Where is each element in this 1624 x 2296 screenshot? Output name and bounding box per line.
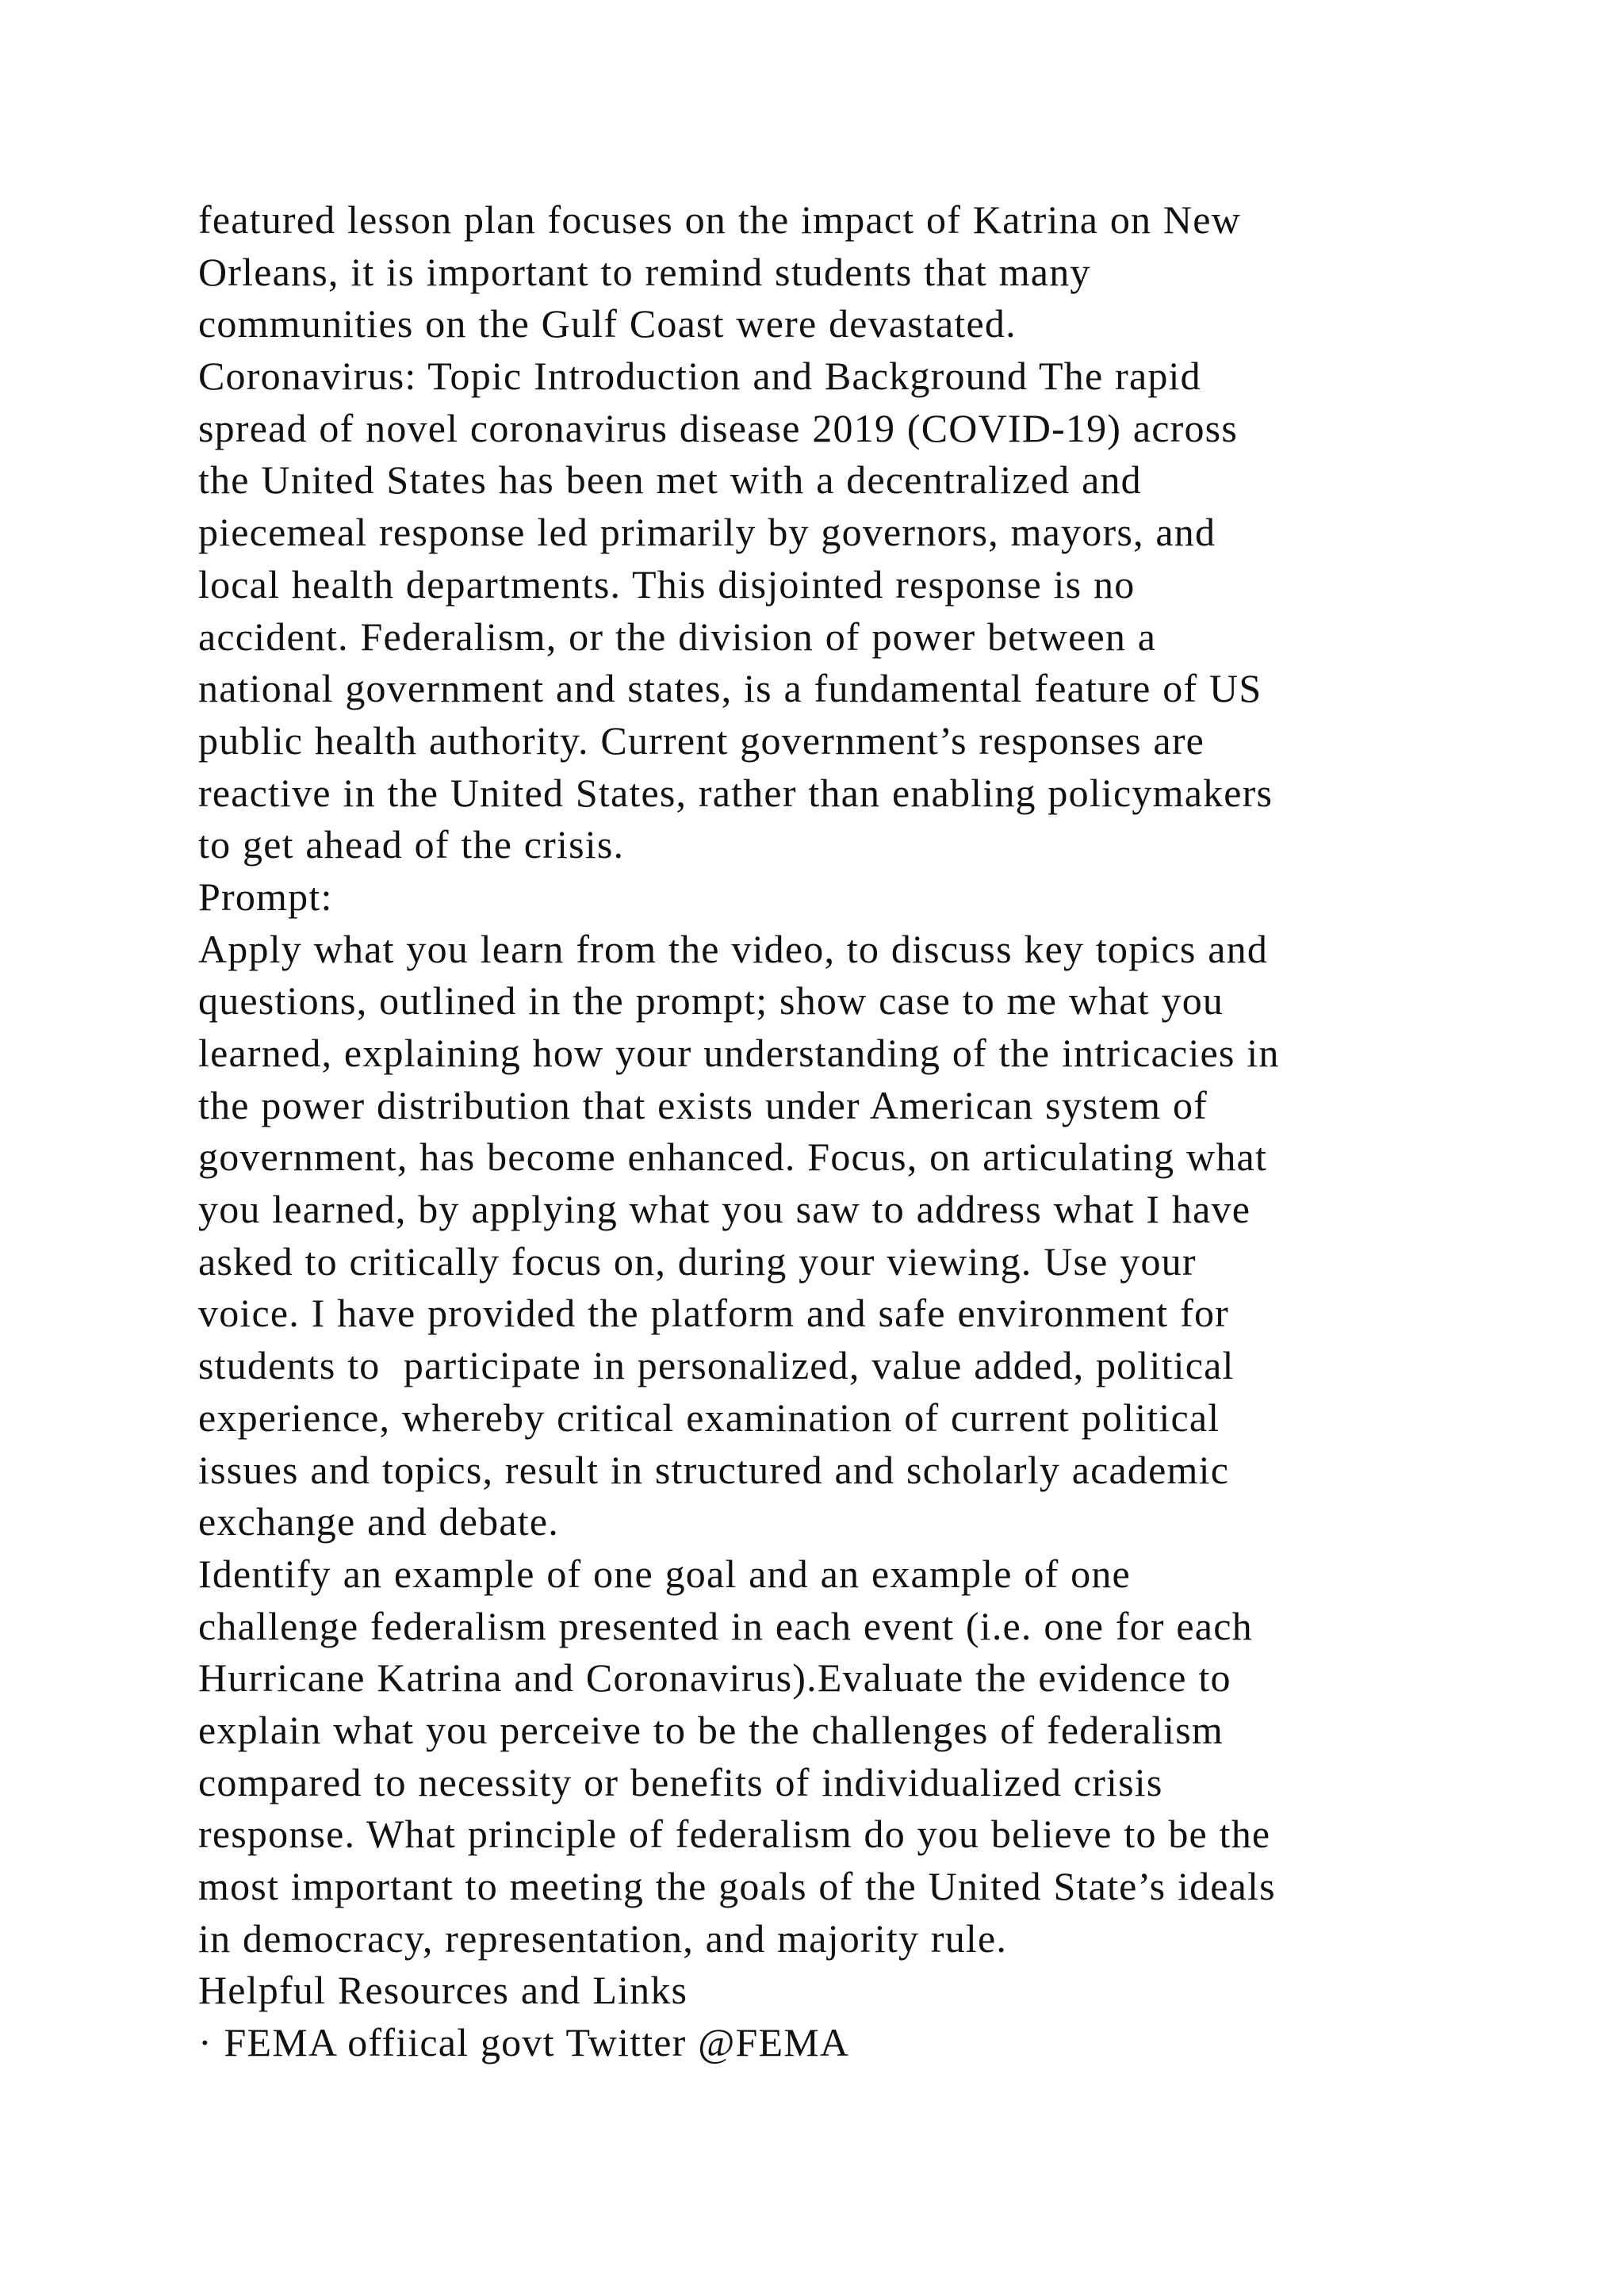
- text-line: government, has become enhanced. Focus, on articulating what: [198, 1135, 1268, 1180]
- text-line: communities on the Gulf Coast were devastated.: [198, 301, 1017, 346]
- text-line: students to participate in personalized, value added, political: [198, 1343, 1235, 1388]
- resource-list-item-fema: · FEMA offiical govt Twitter @FEMA: [198, 2020, 850, 2065]
- text-line: Hurricane Katrina and Coronavirus).Evaluate the evidence to: [198, 1655, 1231, 1701]
- text-line: explain what you perceive to be the challenges of federalism: [198, 1707, 1224, 1752]
- text-line: to get ahead of the crisis.: [198, 822, 625, 867]
- text-line: Identify an example of one goal and an example of one: [198, 1551, 1131, 1596]
- text-line: spread of novel coronavirus disease 2019 (COVID-19) across: [198, 405, 1238, 450]
- text-line: reactive in the United States, rather than enabling policymakers: [198, 770, 1274, 815]
- text-line: issues and topics, result in structured and scholarly academic: [198, 1447, 1230, 1492]
- text-line: most important to meeting the goals of the United State’s ideals: [198, 1864, 1276, 1908]
- text-line: in democracy, representation, and majority rule.: [198, 1915, 1008, 1961]
- text-line: experience, whereby critical examination of current political: [198, 1395, 1220, 1440]
- text-line: learned, explaining how your understanding of the intricacies in: [198, 1031, 1280, 1075]
- prompt-heading: Prompt:: [198, 874, 333, 919]
- document-body: [198, 194, 1507, 2069]
- text-line: asked to critically focus on, during your viewing. Use your: [198, 1238, 1197, 1284]
- text-line: voice. I have provided the platform and safe environment for: [198, 1291, 1229, 1336]
- text-line: accident. Federalism, or the division of power between a: [198, 614, 1157, 659]
- text-line: questions, outlined in the prompt; show case to me what you: [198, 978, 1224, 1024]
- text-line: compared to necessity or benefits of individualized crisis: [198, 1759, 1163, 1804]
- text-line: featured lesson plan focuses on the impact of Katrina on New: [198, 197, 1241, 242]
- text-line: Apply what you learn from the video, to discuss key topics and: [198, 926, 1269, 971]
- text-line: the power distribution that exists under American system of: [198, 1082, 1208, 1127]
- section-heading-coronavirus: Coronavirus: Topic Introduction and Background The rapid: [198, 354, 1201, 399]
- text-line: piecemeal response led primarily by governors, mayors, and: [198, 510, 1216, 555]
- text-line: public health authority. Current government’s responses are: [198, 718, 1205, 763]
- text-line: response. What principle of federalism do you believe to be the: [198, 1812, 1271, 1857]
- text-line: local health departments. This disjointed response is no: [198, 561, 1136, 607]
- text-line: challenge federalism presented in each event (i.e. one for each: [198, 1603, 1253, 1648]
- text-line: you learned, by applying what you saw to address what I have: [198, 1187, 1251, 1232]
- text-line: Orleans, it is important to remind students that many: [198, 249, 1091, 294]
- text-line: exchange and debate.: [198, 1499, 559, 1544]
- resources-heading: Helpful Resources and Links: [198, 1968, 688, 2013]
- text-line: national government and states, is a fundamental feature of US: [198, 666, 1262, 711]
- text-line: the United States has been met with a decentralized and: [198, 457, 1142, 503]
